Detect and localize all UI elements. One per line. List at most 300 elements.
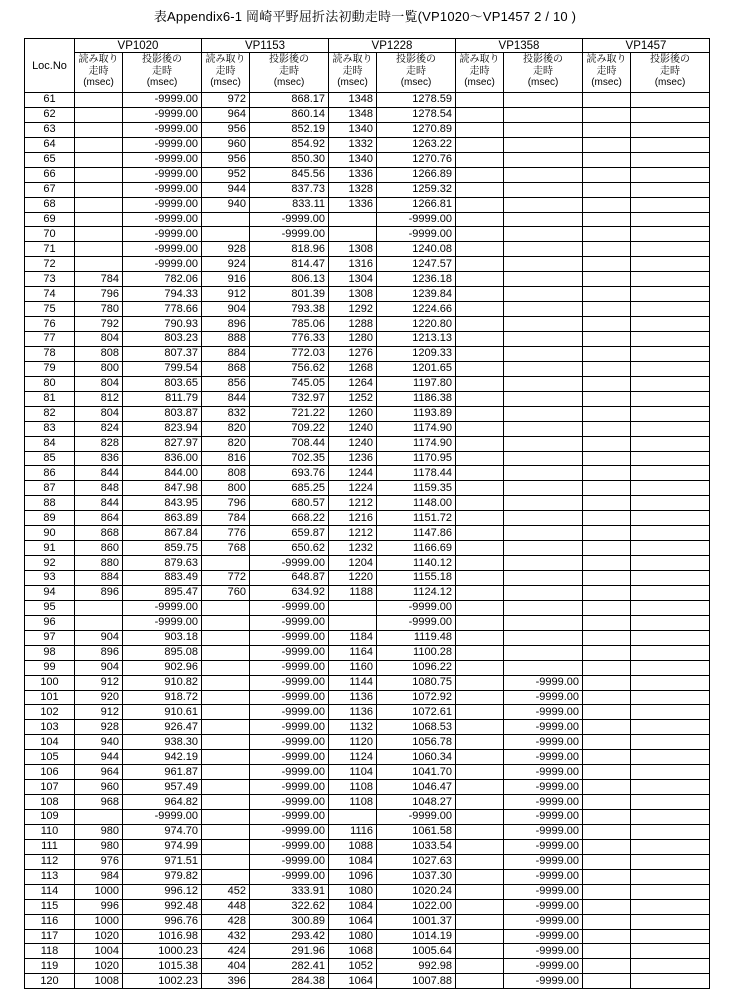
table-row — [25, 630, 710, 645]
projected-time-cell — [504, 615, 583, 630]
read-time-cell: 868 — [202, 361, 250, 376]
projected-time-cell: 1124.12 — [377, 585, 456, 600]
read-time-cell: 768 — [202, 541, 250, 556]
read-time-cell — [456, 974, 504, 989]
projected-time-cell: -9999.00 — [250, 854, 329, 869]
loc-no-cell: 108 — [25, 795, 75, 810]
table-row — [25, 526, 710, 541]
read-time-cell: 1236 — [329, 451, 377, 466]
projected-time-cell: 709.22 — [250, 421, 329, 436]
projected-time-cell: -9999.00 — [123, 257, 202, 272]
read-time-cell — [456, 511, 504, 526]
loc-no-cell: 105 — [25, 750, 75, 765]
read-time-cell — [75, 810, 123, 825]
read-time-cell: 856 — [202, 376, 250, 391]
read-time-cell — [583, 795, 631, 810]
read-time-header — [329, 53, 377, 93]
read-time-cell — [75, 122, 123, 137]
projected-time-cell — [631, 332, 710, 347]
loc-no-cell: 75 — [25, 302, 75, 317]
read-time-cell: 1004 — [75, 944, 123, 959]
projected-time-cell — [631, 242, 710, 257]
read-time-cell — [75, 242, 123, 257]
table-row — [25, 346, 710, 361]
read-time-cell: 1340 — [329, 152, 377, 167]
projected-time-cell: -9999.00 — [504, 675, 583, 690]
table-row — [25, 93, 710, 108]
read-time-cell — [583, 257, 631, 272]
read-time-cell — [456, 361, 504, 376]
projected-time-cell — [504, 436, 583, 451]
projected-time-cell: 1001.37 — [377, 914, 456, 929]
projected-time-cell: 1266.81 — [377, 197, 456, 212]
projected-time-cell: -9999.00 — [504, 914, 583, 929]
table-row — [25, 765, 710, 780]
loc-no-cell: 90 — [25, 526, 75, 541]
projected-time-cell: -9999.00 — [504, 869, 583, 884]
table-row — [25, 735, 710, 750]
read-time-cell: 896 — [202, 317, 250, 332]
read-time-cell: 864 — [75, 511, 123, 526]
read-time-cell — [583, 227, 631, 242]
projected-time-cell — [631, 690, 710, 705]
read-time-cell — [456, 451, 504, 466]
read-time-cell — [456, 600, 504, 615]
read-time-cell: 984 — [75, 869, 123, 884]
loc-no-cell: 73 — [25, 272, 75, 287]
projected-time-cell: 803.65 — [123, 376, 202, 391]
header-line: (msec) — [273, 77, 305, 88]
table-row — [25, 869, 710, 884]
read-time-cell: 912 — [202, 287, 250, 302]
projected-time-cell: -9999.00 — [504, 824, 583, 839]
projected-time-cell — [631, 615, 710, 630]
projected-time-cell: 883.49 — [123, 571, 202, 586]
table-row — [25, 750, 710, 765]
projected-time-cell: 811.79 — [123, 391, 202, 406]
read-time-cell — [456, 959, 504, 974]
projected-time-cell: 1041.70 — [377, 765, 456, 780]
projected-time-cell: 1020.24 — [377, 884, 456, 899]
projected-time-cell: -9999.00 — [250, 720, 329, 735]
read-time-cell: 1292 — [329, 302, 377, 317]
projected-time-header — [631, 53, 710, 93]
projected-time-cell — [504, 93, 583, 108]
projected-time-cell: 957.49 — [123, 780, 202, 795]
projected-time-cell: 790.93 — [123, 317, 202, 332]
projected-time-cell — [504, 511, 583, 526]
projected-time-cell: -9999.00 — [123, 107, 202, 122]
projected-time-cell — [631, 765, 710, 780]
projected-time-cell — [631, 914, 710, 929]
projected-time-cell — [631, 212, 710, 227]
projected-time-cell: 801.39 — [250, 287, 329, 302]
projected-time-cell: -9999.00 — [504, 959, 583, 974]
read-time-cell — [456, 839, 504, 854]
header-line: 走時 — [152, 65, 172, 77]
table-row — [25, 839, 710, 854]
read-time-cell — [75, 137, 123, 152]
read-time-cell — [583, 122, 631, 137]
read-time-cell — [456, 615, 504, 630]
read-time-cell — [583, 600, 631, 615]
read-time-cell — [202, 690, 250, 705]
read-time-cell — [456, 690, 504, 705]
read-time-cell: 1084 — [329, 854, 377, 869]
read-time-cell — [456, 287, 504, 302]
read-time-cell: 1216 — [329, 511, 377, 526]
loc-no-cell: 120 — [25, 974, 75, 989]
read-time-cell: 1088 — [329, 839, 377, 854]
read-time-cell: 424 — [202, 944, 250, 959]
read-time-cell — [202, 854, 250, 869]
table-row — [25, 242, 710, 257]
read-time-cell: 904 — [75, 660, 123, 675]
header-line: 走時 — [342, 65, 363, 77]
projected-time-cell — [504, 600, 583, 615]
projected-time-cell: -9999.00 — [123, 152, 202, 167]
read-time-cell — [583, 481, 631, 496]
loc-no-cell: 64 — [25, 137, 75, 152]
projected-time-header — [250, 53, 329, 93]
read-time-cell: 956 — [202, 152, 250, 167]
read-time-cell — [583, 182, 631, 197]
projected-time-cell: 818.96 — [250, 242, 329, 257]
read-time-cell: 1340 — [329, 122, 377, 137]
loc-no-cell: 88 — [25, 496, 75, 511]
projected-time-cell: -9999.00 — [250, 810, 329, 825]
loc-no-cell: 116 — [25, 914, 75, 929]
read-time-cell: 980 — [75, 824, 123, 839]
read-time-cell — [456, 720, 504, 735]
read-time-cell — [202, 556, 250, 571]
read-time-cell: 1000 — [75, 914, 123, 929]
read-time-cell — [583, 556, 631, 571]
read-time-cell: 844 — [75, 496, 123, 511]
read-time-cell: 912 — [75, 675, 123, 690]
read-time-cell: 944 — [75, 750, 123, 765]
read-time-cell — [456, 421, 504, 436]
projected-time-cell — [504, 346, 583, 361]
header-line: 読み取り — [78, 54, 119, 65]
read-time-cell — [329, 212, 377, 227]
projected-time-cell — [504, 137, 583, 152]
table-row — [25, 421, 710, 436]
projected-time-cell: 1048.27 — [377, 795, 456, 810]
read-time-cell — [202, 795, 250, 810]
header-line: (msec) — [83, 77, 114, 88]
read-time-cell — [456, 137, 504, 152]
projected-time-cell: -9999.00 — [504, 929, 583, 944]
read-time-cell — [583, 436, 631, 451]
projected-time-cell — [504, 361, 583, 376]
read-time-cell: 1224 — [329, 481, 377, 496]
read-time-cell — [456, 526, 504, 541]
projected-time-header — [377, 53, 456, 93]
projected-time-cell: 284.38 — [250, 974, 329, 989]
projected-time-cell: 926.47 — [123, 720, 202, 735]
projected-time-cell — [504, 332, 583, 347]
projected-time-cell: 1056.78 — [377, 735, 456, 750]
projected-time-cell — [504, 167, 583, 182]
projected-time-cell: 1259.32 — [377, 182, 456, 197]
projected-time-cell: 1002.23 — [123, 974, 202, 989]
header-line: (msec) — [591, 77, 622, 88]
projected-time-cell — [631, 391, 710, 406]
read-time-cell: 828 — [75, 436, 123, 451]
read-time-cell — [456, 391, 504, 406]
read-time-cell: 428 — [202, 914, 250, 929]
header-line: 走時 — [215, 65, 236, 77]
projected-time-cell: 1209.33 — [377, 346, 456, 361]
loc-no-cell: 106 — [25, 765, 75, 780]
projected-time-cell: -9999.00 — [250, 556, 329, 571]
read-time-cell: 800 — [202, 481, 250, 496]
read-time-cell: 1268 — [329, 361, 377, 376]
table-row — [25, 406, 710, 421]
read-time-cell: 1108 — [329, 795, 377, 810]
table-row — [25, 720, 710, 735]
header-line: 走時 — [533, 65, 553, 77]
read-time-cell: 1008 — [75, 974, 123, 989]
table-row — [25, 541, 710, 556]
header-line: 走時 — [279, 65, 299, 77]
read-time-cell — [202, 660, 250, 675]
projected-time-cell — [631, 376, 710, 391]
read-time-cell: 1332 — [329, 137, 377, 152]
read-time-cell — [583, 272, 631, 287]
projected-time-cell — [631, 257, 710, 272]
read-time-cell: 1000 — [75, 884, 123, 899]
projected-time-cell — [504, 257, 583, 272]
read-time-cell: 800 — [75, 361, 123, 376]
read-time-cell — [583, 705, 631, 720]
table-row — [25, 810, 710, 825]
projected-time-cell: 844.00 — [123, 466, 202, 481]
read-time-cell — [583, 765, 631, 780]
read-time-cell: 912 — [75, 705, 123, 720]
read-time-cell: 836 — [75, 451, 123, 466]
read-time-cell — [583, 466, 631, 481]
table-row — [25, 556, 710, 571]
read-time-cell: 452 — [202, 884, 250, 899]
read-time-header — [456, 53, 504, 93]
read-time-cell — [583, 451, 631, 466]
read-time-cell — [583, 152, 631, 167]
read-time-cell — [583, 720, 631, 735]
projected-time-cell — [631, 974, 710, 989]
projected-time-cell: 1278.54 — [377, 107, 456, 122]
projected-time-cell — [504, 630, 583, 645]
read-time-cell — [583, 884, 631, 899]
read-time-cell: 808 — [75, 346, 123, 361]
header-line: 投影後の — [523, 54, 563, 65]
read-time-cell: 1184 — [329, 630, 377, 645]
projected-time-cell: 859.75 — [123, 541, 202, 556]
read-time-cell — [583, 332, 631, 347]
projected-time-cell — [631, 810, 710, 825]
read-time-cell: 896 — [75, 585, 123, 600]
projected-time-cell: 659.87 — [250, 526, 329, 541]
projected-time-cell: -9999.00 — [123, 182, 202, 197]
table-row — [25, 959, 710, 974]
projected-time-cell: -9999.00 — [250, 630, 329, 645]
read-time-cell — [456, 332, 504, 347]
projected-time-cell — [631, 556, 710, 571]
projected-time-cell: 803.87 — [123, 406, 202, 421]
read-time-cell: 1264 — [329, 376, 377, 391]
projected-time-cell: 879.63 — [123, 556, 202, 571]
read-time-cell — [202, 810, 250, 825]
projected-time-cell: 807.37 — [123, 346, 202, 361]
read-time-cell — [456, 735, 504, 750]
header-line: (msec) — [146, 77, 178, 88]
projected-time-cell: 1201.65 — [377, 361, 456, 376]
projected-time-cell — [631, 750, 710, 765]
header-line: 読み取り — [459, 54, 500, 65]
read-time-cell: 1084 — [329, 899, 377, 914]
read-time-cell — [456, 376, 504, 391]
read-time-cell — [456, 302, 504, 317]
read-time-cell — [583, 854, 631, 869]
read-time-cell — [75, 257, 123, 272]
projected-time-cell — [504, 212, 583, 227]
projected-time-cell: 785.06 — [250, 317, 329, 332]
loc-no-cell: 103 — [25, 720, 75, 735]
projected-time-cell: 1239.84 — [377, 287, 456, 302]
table-row — [25, 600, 710, 615]
read-time-cell — [202, 735, 250, 750]
table-row — [25, 361, 710, 376]
read-time-cell: 904 — [75, 630, 123, 645]
projected-time-cell — [631, 421, 710, 436]
read-time-cell: 1052 — [329, 959, 377, 974]
projected-time-cell: 971.51 — [123, 854, 202, 869]
read-time-cell — [456, 93, 504, 108]
read-time-cell: 776 — [202, 526, 250, 541]
header-line: 走時 — [88, 65, 109, 77]
sub-header-row — [25, 53, 710, 93]
projected-time-cell: 1159.35 — [377, 481, 456, 496]
projected-time-cell: 1060.34 — [377, 750, 456, 765]
projected-time-cell: 903.18 — [123, 630, 202, 645]
read-time-cell — [456, 765, 504, 780]
read-time-cell — [456, 541, 504, 556]
projected-time-cell: 648.87 — [250, 571, 329, 586]
read-time-cell — [583, 107, 631, 122]
projected-time-cell — [631, 466, 710, 481]
projected-time-cell — [631, 600, 710, 615]
loc-no-cell: 68 — [25, 197, 75, 212]
projected-time-cell: 756.62 — [250, 361, 329, 376]
table-row — [25, 645, 710, 660]
loc-no-cell: 76 — [25, 317, 75, 332]
table-row — [25, 481, 710, 496]
table-row — [25, 122, 710, 137]
vp-group-header: VP1228 — [329, 39, 456, 53]
loc-no-cell: 104 — [25, 735, 75, 750]
read-time-cell — [456, 675, 504, 690]
projected-time-cell: 850.30 — [250, 152, 329, 167]
read-time-cell — [456, 406, 504, 421]
read-time-cell — [583, 137, 631, 152]
read-time-cell: 976 — [75, 854, 123, 869]
read-time-cell — [202, 675, 250, 690]
table-row — [25, 675, 710, 690]
projected-time-cell: 1072.92 — [377, 690, 456, 705]
projected-time-cell: -9999.00 — [250, 869, 329, 884]
projected-time-cell: -9999.00 — [123, 227, 202, 242]
read-time-cell — [456, 705, 504, 720]
table-row — [25, 929, 710, 944]
read-time-cell — [329, 600, 377, 615]
projected-time-cell — [631, 361, 710, 376]
vp-group-header: VP1358 — [456, 39, 583, 53]
read-time-cell: 844 — [202, 391, 250, 406]
projected-time-cell: 1270.76 — [377, 152, 456, 167]
projected-time-cell — [631, 571, 710, 586]
read-time-cell — [75, 167, 123, 182]
projected-time-cell: 1140.12 — [377, 556, 456, 571]
read-time-cell: 796 — [202, 496, 250, 511]
projected-time-cell: 1046.47 — [377, 780, 456, 795]
table-row — [25, 780, 710, 795]
projected-time-cell: -9999.00 — [377, 212, 456, 227]
read-time-cell — [456, 944, 504, 959]
read-time-cell: 1144 — [329, 675, 377, 690]
loc-no-cell: 69 — [25, 212, 75, 227]
read-time-cell — [456, 884, 504, 899]
read-time-cell: 848 — [75, 481, 123, 496]
projected-time-cell — [631, 317, 710, 332]
table-row — [25, 376, 710, 391]
header-line: 走時 — [406, 65, 426, 77]
projected-time-cell: -9999.00 — [123, 242, 202, 257]
projected-time-cell: 776.33 — [250, 332, 329, 347]
read-time-cell: 924 — [202, 257, 250, 272]
projected-time-cell: 803.23 — [123, 332, 202, 347]
read-time-cell: 808 — [202, 466, 250, 481]
read-time-cell — [456, 107, 504, 122]
read-time-cell: 928 — [202, 242, 250, 257]
loc-no-cell: 96 — [25, 615, 75, 630]
projected-time-cell: 918.72 — [123, 690, 202, 705]
projected-time-cell: -9999.00 — [250, 645, 329, 660]
read-time-cell — [583, 839, 631, 854]
projected-time-cell: -9999.00 — [123, 600, 202, 615]
read-time-cell — [202, 600, 250, 615]
vp-group-header: VP1457 — [583, 39, 710, 53]
read-time-cell: 1232 — [329, 541, 377, 556]
projected-time-cell — [631, 167, 710, 182]
table-row — [25, 152, 710, 167]
projected-time-cell — [631, 302, 710, 317]
projected-time-cell: 1072.61 — [377, 705, 456, 720]
read-time-cell: 1260 — [329, 406, 377, 421]
table-row — [25, 197, 710, 212]
read-time-cell — [456, 481, 504, 496]
projected-time-cell: 996.12 — [123, 884, 202, 899]
projected-time-cell: 1213.13 — [377, 332, 456, 347]
read-time-cell — [456, 317, 504, 332]
projected-time-cell — [631, 824, 710, 839]
projected-time-cell: 1068.53 — [377, 720, 456, 735]
projected-time-cell: 1166.69 — [377, 541, 456, 556]
projected-time-cell: 1096.22 — [377, 660, 456, 675]
read-time-cell — [75, 93, 123, 108]
read-time-cell — [583, 735, 631, 750]
projected-time-cell: 708.44 — [250, 436, 329, 451]
